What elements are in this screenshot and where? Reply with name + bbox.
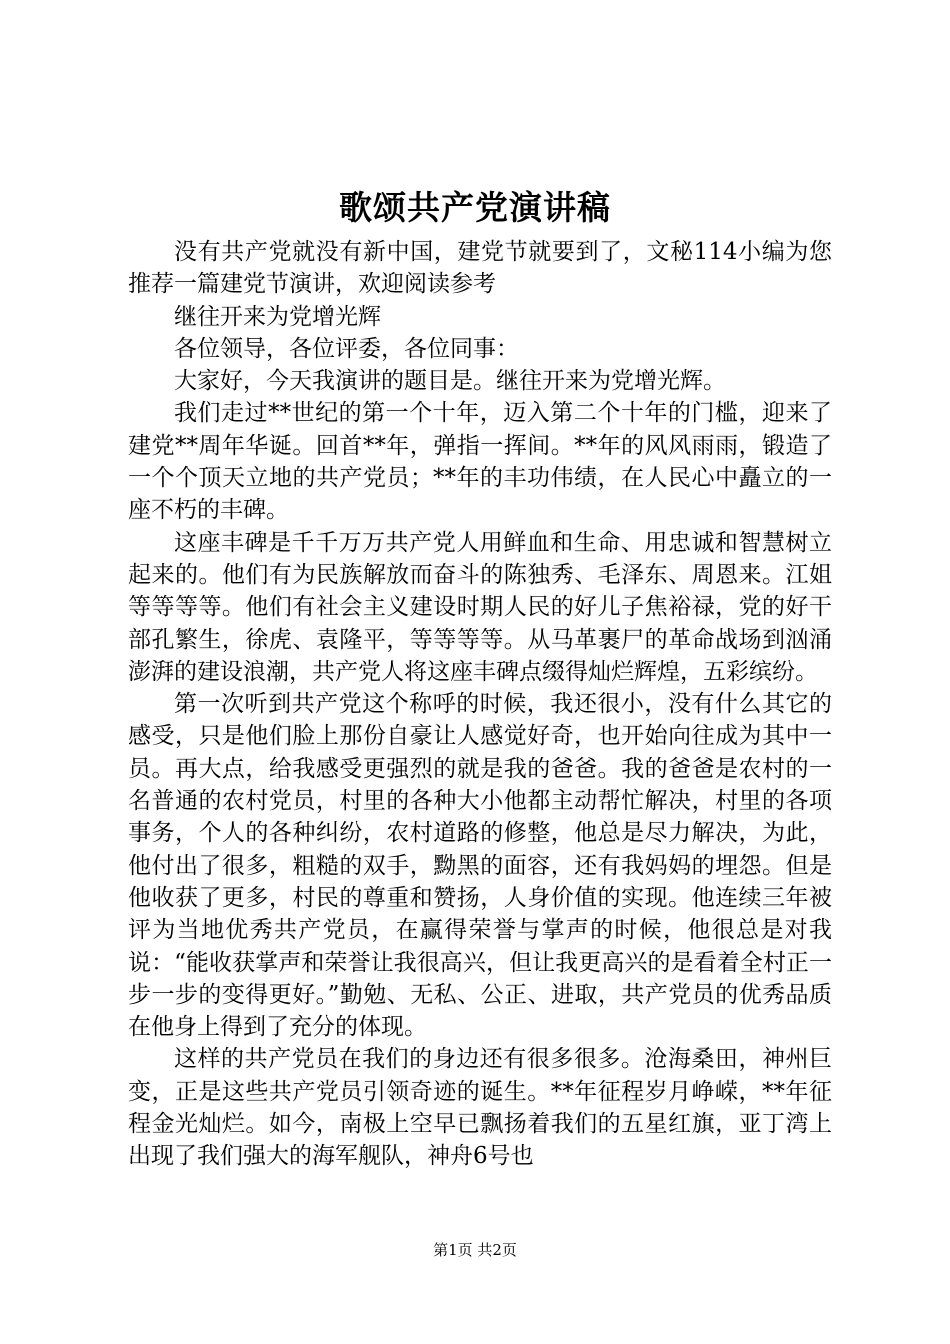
greeting-paragraph: 大家好，今天我演讲的题目是。继往开来为党增光辉。 bbox=[174, 368, 726, 395]
document-body bbox=[128, 236, 832, 1173]
body-paragraph: 这样的共产党员在我们的身边还有很多很多。沧海桑田，神州巨变，正是这些共产党员引领奇迹的诞生。**年征程岁月峥嵘，**年征程金光灿烂。如今，南极上空早已飘扬着我们的五星红旗，亚丁湾上出现了我们强大的海军舰队，神舟6号也 bbox=[128, 1046, 832, 1170]
page-title: 歌颂共产党演讲稿 bbox=[339, 188, 611, 227]
body-paragraph: 我们走过**世纪的第一个十年，迈入第二个十年的门槛，迎来了建党**周年华诞。回首**年，弹指一挥间。**年的风风雨雨，锻造了一个个顶天立地的共产党员；**年的丰功伟绩，在人民心中矗立的一座不朽的丰碑。 bbox=[128, 400, 832, 524]
body-paragraph: 这座丰碑是千千万万共产党人用鲜血和生命、用忠诚和智慧树立起来的。他们有为民族解放而奋斗的陈独秀、毛泽东、周恩来。江姐等等等等。他们有社会主义建设时期人民的好儿子焦裕禄，党的好干部孔繁生，徐虎、袁隆平，等等等等。从马革裹尸的革命战场到汹涌澎湃的建设浪潮，共产党人将这座丰碑点缀得灿烂辉煌，五彩缤纷。 bbox=[128, 529, 832, 685]
body-paragraph: 第一次听到共产党这个称呼的时候，我还很小，没有什么其它的感受，只是他们脸上那份自豪让人感觉好奇，也开始向往成为其中一员。再大点，给我感受更强烈的就是我的爸爸。我的爸爸是农村的一名普通的农村党员，村里的各种大小他都主动帮忙解决，村里的各项事务，个人的各种纠纷，农村道路的修整，他总是尽力解决，为此，他付出了很多，粗糙的双手，黝黑的面容，还有我妈妈的埋怨。但是他收获了更多，村民的尊重和赞扬，人身价值的实现。他连续三年被评为当地优秀共产党员，在赢得荣誉与掌声的时候，他很总是对我说：“能收获掌声和荣誉让我很高兴，但让我更高兴的是看着全村正一步一步的变得更好。”勤勉、无私、公正、进取，共产党员的优秀品质在他身上得到了充分的体现。 bbox=[128, 691, 832, 1041]
page-number-footer: 第1页 共2页 bbox=[433, 1241, 517, 1259]
intro-paragraph: 没有共产党就没有新中国，建党节就要到了，文秘114小编为您推荐一篇建党节演讲，欢迎阅读参考 bbox=[128, 239, 832, 298]
salutation: 各位领导，各位评委，各位同事： bbox=[174, 335, 519, 362]
speech-subtitle: 继往开来为党增光辉 bbox=[174, 303, 381, 330]
